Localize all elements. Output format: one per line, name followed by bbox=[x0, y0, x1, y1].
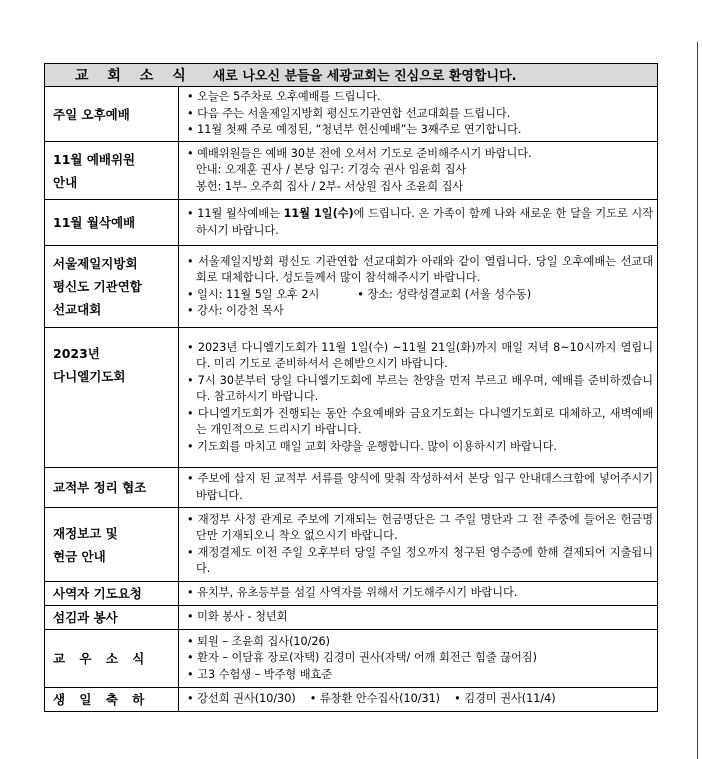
label-line: 현금 안내 bbox=[53, 548, 106, 564]
section-finance-report bbox=[45, 508, 658, 582]
content-line: • 11월 첫째 주로 예정된, “청년부 헌신예배”는 3째주로 연기합니다. bbox=[187, 123, 522, 137]
section-sunday-afternoon bbox=[45, 87, 658, 142]
content-line: • 고3 수험생 – 박주형 배효준 bbox=[187, 667, 333, 681]
section-label: 주일 오후예배 bbox=[45, 87, 179, 142]
section-content bbox=[179, 688, 658, 712]
section-minister-prayer bbox=[45, 582, 658, 606]
content-line: • 2023년 다니엘기도회가 11월 1일(수) ~11월 21일(화)까지 매일 저녁 8~10시까지 열립니다. 미리 기도로 준비하셔서 은혜받으시기 바랍니다. bbox=[187, 340, 654, 371]
content-line: • 7시 30분부터 당일 다니엘기도회에 부르는 찬양을 먼저 부르고 배우며, 예배를 준비하겠습니다. 참고하시기 바랍니다. bbox=[187, 373, 654, 404]
content-line: 봉헌: 1부- 오주희 집사 / 2부- 서상원 집사 조윤희 집사 bbox=[196, 179, 464, 193]
content-line: • 재정부 사정 관계로 주보에 기재되는 헌금명단은 그 주일 명단과 그 전 주중에 들어온 헌금명단만 기재되오니 착오 없으시기 바랍니다. bbox=[187, 512, 654, 542]
content-line: • 재정결제도 이전 주일 오후부터 당일 주일 정오까지 청구된 영수증에 한해 결제되어 지출됩니다. bbox=[187, 545, 654, 575]
content-line: • 다음 주는 서울제일지방회 평신도기관연합 선교대회를 드립니다. bbox=[187, 106, 511, 120]
content-line: • 주보에 삽지 된 교적부 서류를 양식에 맞춰 작성하셔서 본당 입구 안내데스크함에 넣어주시기 바랍니다. bbox=[187, 472, 654, 502]
content-line: • 강사: 이강천 목사 bbox=[187, 304, 284, 317]
text-part: 에 드립니다. 온 가족이 함께 나와 새로운 한 달을 기도로 시작하시기 바랍니다. bbox=[196, 207, 654, 237]
section-content bbox=[179, 142, 658, 200]
content-line: • 환자 – 이담휴 장로(자택) 김경미 권사(자택/ 어깨 회전근 힘줄 끊어짐) bbox=[187, 651, 537, 665]
text-part: • 장소: 성락성결교회 (서울 성수동) bbox=[357, 287, 532, 301]
section-content bbox=[179, 468, 658, 508]
section-label: 교적부 정리 협조 bbox=[45, 468, 179, 508]
section-membership-records bbox=[45, 468, 658, 508]
section-worship-committee bbox=[45, 142, 658, 200]
section-birthdays bbox=[45, 688, 658, 712]
label-line: 평신도 기관연합 bbox=[53, 279, 142, 294]
label-line: 2023년 bbox=[53, 346, 100, 361]
section-daniel-prayer bbox=[45, 328, 658, 468]
content-line: 안내: 오재훈 권사 / 본당 입구: 기경숙 권사 임윤희 집사 bbox=[196, 163, 467, 177]
section-content bbox=[179, 582, 658, 606]
birthday-entry: • 강선희 권사(10/30) bbox=[187, 692, 296, 706]
content-line bbox=[187, 206, 653, 239]
section-label bbox=[45, 508, 179, 582]
section-new-month-worship bbox=[45, 200, 658, 246]
label-line: 안내 bbox=[53, 174, 78, 190]
section-content bbox=[179, 508, 658, 582]
section-service bbox=[45, 606, 658, 630]
section-content bbox=[179, 200, 658, 246]
header-title: 교 회 소 식 bbox=[75, 68, 193, 84]
church-news-table bbox=[44, 63, 658, 712]
birthday-entry: • 김경미 권사(11/4) bbox=[454, 692, 556, 706]
section-label bbox=[45, 328, 179, 468]
section-member-news bbox=[45, 630, 658, 688]
section-content bbox=[179, 246, 658, 328]
birthday-entry: • 류창환 안수집사(10/31) bbox=[309, 692, 441, 706]
content-line: • 유치부, 유초등부를 섬길 사역자를 위해서 기도해주시기 바랍니다. bbox=[187, 586, 518, 600]
content-line: • 오늘은 5주차로 오후예배를 드립니다. bbox=[187, 90, 381, 104]
section-content bbox=[179, 630, 658, 688]
label-line: 11월 예배위원 bbox=[53, 151, 136, 167]
header-row bbox=[45, 64, 658, 87]
section-label bbox=[45, 246, 179, 328]
section-mission-rally bbox=[45, 246, 658, 328]
header-welcome: 새로 나오신 분들을 세광교회는 진심으로 환영합니다. bbox=[212, 69, 517, 84]
section-label: 11월 월삭예배 bbox=[45, 200, 179, 246]
content-line bbox=[187, 287, 653, 304]
section-content bbox=[179, 87, 658, 142]
content-line: • 퇴원 – 조윤희 집사(10/26) bbox=[187, 634, 331, 648]
label-line: 재정보고 및 bbox=[53, 525, 118, 541]
text-part: • 11월 월삭예배는 bbox=[187, 207, 284, 220]
bold-date: 11월 1일(수) bbox=[283, 207, 354, 220]
content-line: • 미화 봉사 - 청년회 bbox=[187, 610, 288, 624]
content-line bbox=[187, 691, 653, 708]
section-label: 섬김과 봉사 bbox=[45, 606, 179, 630]
content-line: • 기도회를 마치고 매일 교회 차량을 운행합니다. 많이 이용하시기 바랍니다. bbox=[187, 439, 557, 453]
label-line: 다니엘기도회 bbox=[53, 369, 126, 384]
section-label: 교 우 소 식 bbox=[45, 630, 179, 688]
section-label bbox=[45, 142, 179, 200]
label-line: 선교대회 bbox=[53, 302, 102, 317]
section-label: 사역자 기도요청 bbox=[45, 582, 179, 606]
section-content bbox=[179, 606, 658, 630]
page-edge-line bbox=[697, 42, 698, 759]
text-part: • 일시: 11월 5일 오후 2시 bbox=[187, 287, 320, 301]
content-line: • 예배위원들은 예배 30분 전에 오셔서 기도로 준비해주시기 바랍니다. bbox=[187, 146, 532, 160]
header-cell bbox=[45, 64, 658, 87]
content-line: • 다니엘기도회가 진행되는 동안 수요예배와 금요기도회는 다니엘기도회로 대체하고, 새벽예배는 개인적으로 드리시기 바랍니다. bbox=[187, 406, 654, 437]
section-content bbox=[179, 328, 658, 468]
section-label: 생 일 축 하 bbox=[45, 688, 179, 712]
label-line: 서울제일지방회 bbox=[53, 256, 138, 271]
content-line: • 서울제일지방회 평신도 기관연합 선교대회가 아래와 같이 열립니다. 당일 오후예배는 선교대회로 대체합니다. 성도들께서 많이 참석해주시기 바랍니다. bbox=[187, 254, 654, 284]
